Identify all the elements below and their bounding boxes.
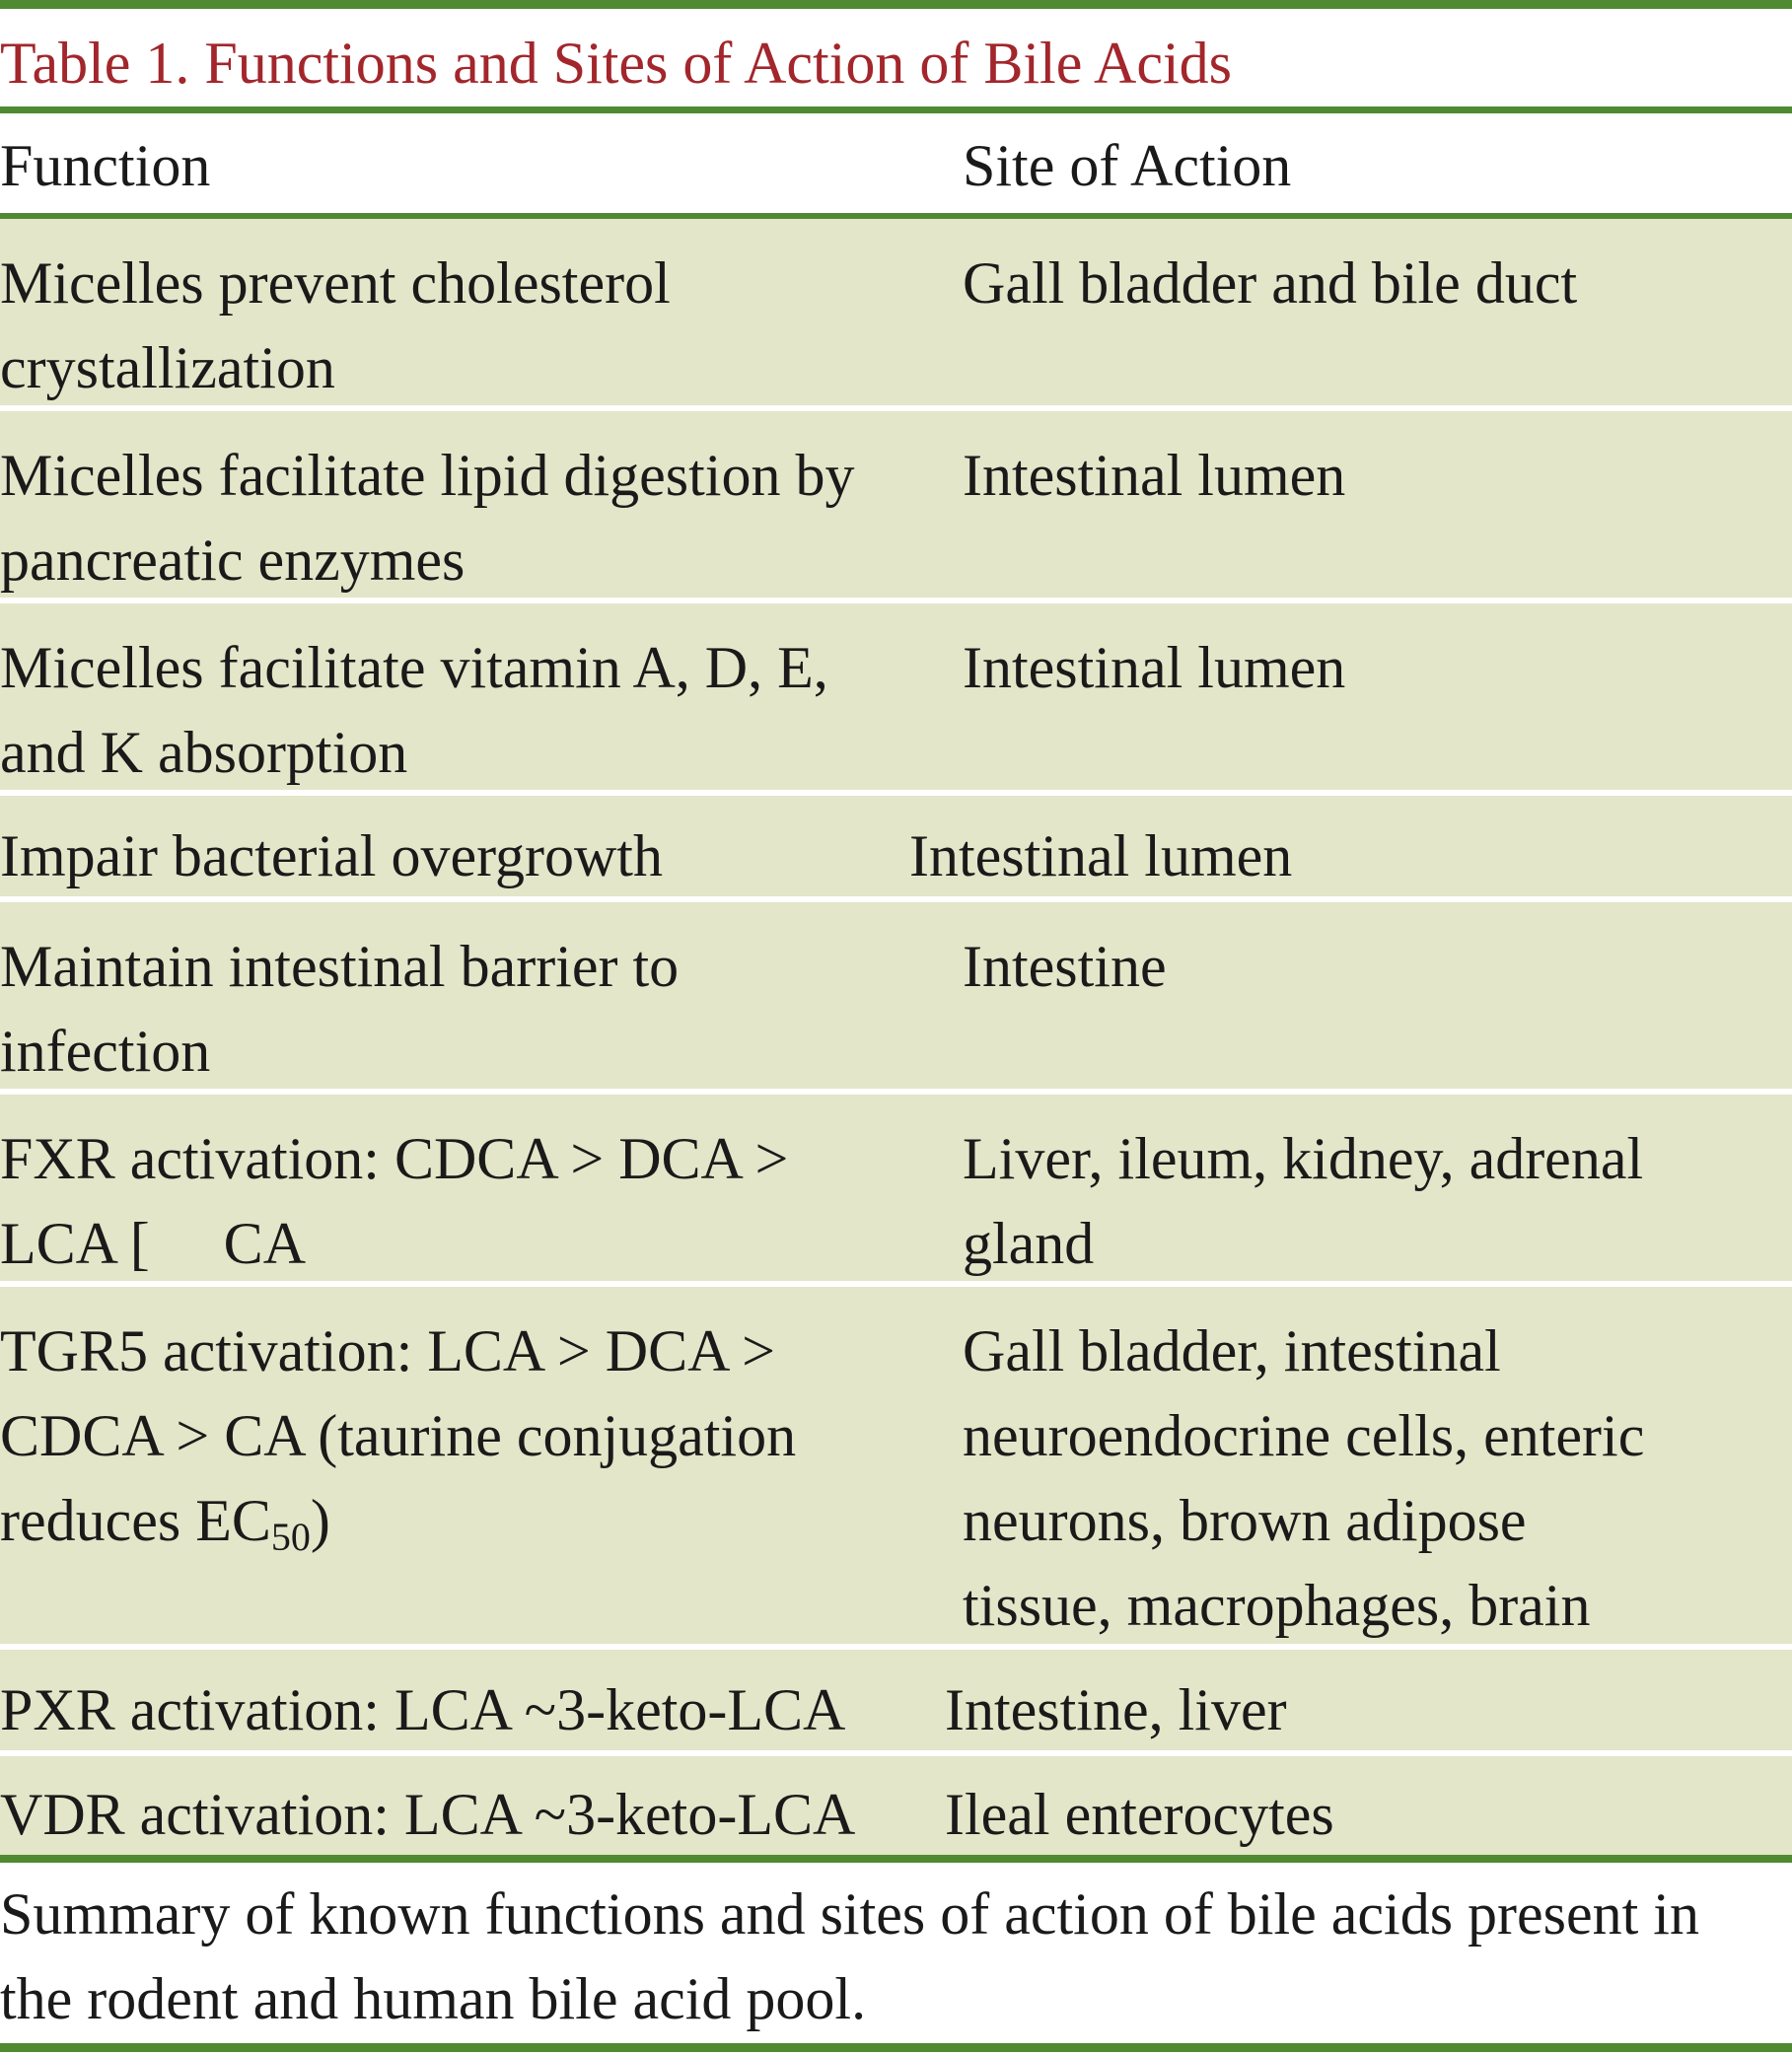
table-header [0, 116, 1792, 215]
title-rule [0, 106, 1792, 113]
site-cell: Intestine [963, 934, 1167, 999]
function-cell: VDR activation: LCA ~3-keto-LCA [0, 1782, 856, 1847]
table-row [0, 1287, 1792, 1644]
header-site: Site of Action [963, 133, 1292, 198]
site-cell: Intestinal lumen [963, 635, 1346, 700]
caption-rule [0, 1855, 1792, 1863]
table-row [0, 219, 1792, 405]
bottom-rule [0, 2043, 1792, 2052]
function-text-end: ) [310, 1488, 330, 1553]
site-cell: Gall bladder and bile duct [963, 250, 1578, 316]
header-function: Function [0, 133, 211, 198]
table-caption: Summary of known functions and sites of action of bile acids present in the rodent and human bile acid pool. [0, 1881, 1699, 2031]
site-cell: Intestine, liver [945, 1677, 1287, 1742]
site-cell: Ileal enterocytes [945, 1782, 1334, 1847]
function-cell: PXR activation: LCA ~3-keto-LCA [0, 1677, 846, 1742]
table-row [0, 1756, 1792, 1855]
function-cell [0, 1309, 848, 1580]
table-row [0, 796, 1792, 896]
table-row [0, 902, 1792, 1089]
table-row [0, 411, 1792, 598]
function-cell: Micelles facilitate vitamin A, D, E, and K absorption [0, 635, 828, 785]
table-row [0, 1650, 1792, 1750]
site-cell: Gall bladder, intestinal neuroendocrine cells, enteric neurons, brown adipose tissue, macrophages, brain [963, 1318, 1645, 1638]
function-cell: Impair bacterial overgrowth [0, 823, 663, 888]
table-title: Table 1. Functions and Sites of Action of Bile Acids [0, 31, 1233, 96]
site-cell: Intestinal lumen [909, 823, 1293, 888]
table-row [0, 1095, 1792, 1281]
function-cell: Micelles facilitate lipid digestion by pancreatic enzymes [0, 443, 855, 593]
function-cell: Maintain intestinal barrier to infection [0, 934, 680, 1084]
table-row [0, 603, 1792, 790]
subscript-text: 50 [270, 1515, 311, 1559]
site-cell: Intestinal lumen [963, 443, 1346, 508]
function-cell: Micelles prevent cholesterol crystallization [0, 250, 671, 400]
function-cell: FXR activation: CDCA > DCA > LCA [ CA [0, 1126, 804, 1276]
function-text: TGR5 activation: LCA > DCA > CDCA > CA (taurine conjugation reduces EC [0, 1318, 797, 1553]
site-cell: Liver, ileum, kidney, adrenal gland [963, 1126, 1644, 1276]
top-rule [0, 0, 1792, 9]
